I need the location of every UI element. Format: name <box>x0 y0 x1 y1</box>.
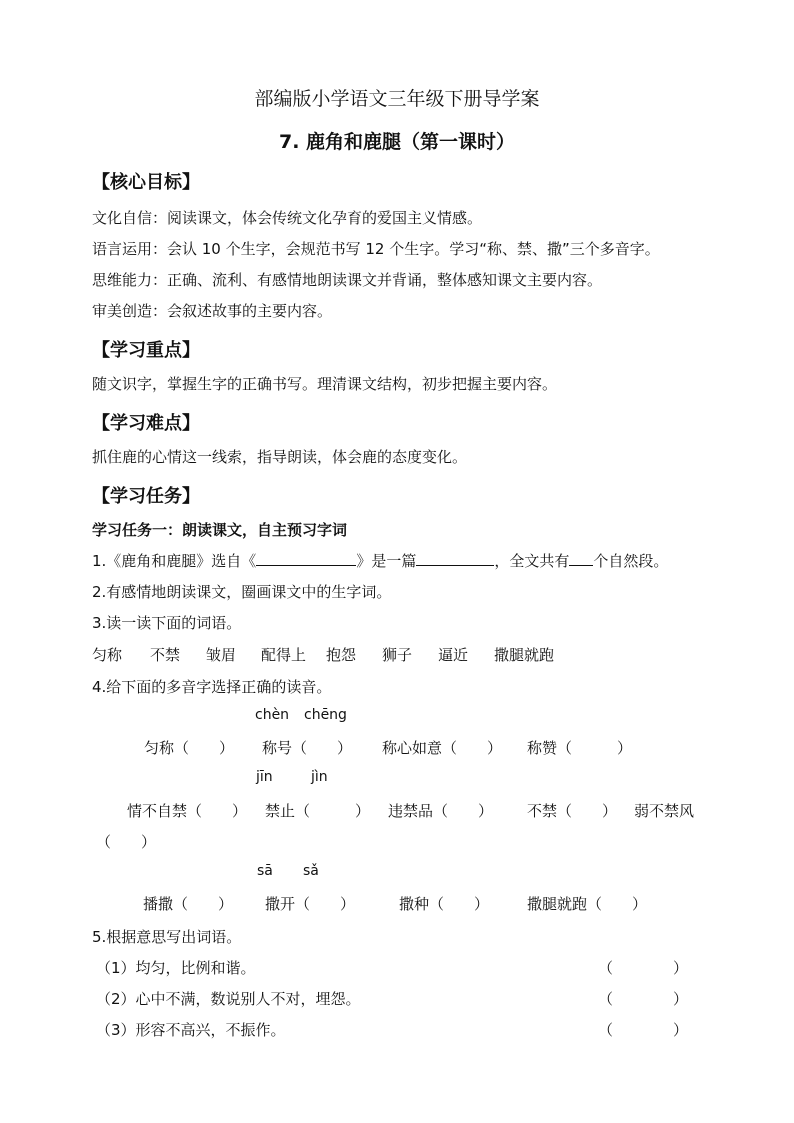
focus-text: 随文识字，掌握生字的正确书写。理清课文结构，初步把握主要内容。 <box>92 375 558 393</box>
question-4: 4.给下面的多音字选择正确的读音。 <box>92 678 332 696</box>
difficulty-text: 抓住鹿的心情这一线索，指导朗读，体会鹿的态度变化。 <box>92 448 468 466</box>
word-item: 不禁 <box>150 646 181 664</box>
pinyin-sa3: sǎ <box>303 863 319 879</box>
cheng-option[interactable]: 匀称（ ） <box>144 739 235 757</box>
word-item: 配得上 <box>261 646 307 664</box>
goal-thinking: 思维能力：正确、流利、有感情地朗读课文并背诵，整体感知课文主要内容。 <box>92 271 603 289</box>
pinyin-jin1: jīn <box>256 769 273 785</box>
section-core-goals: 【核心目标】 <box>92 172 200 193</box>
q5-answer-slot[interactable]: （ ） <box>598 1021 689 1039</box>
goal-aesthetic: 审美创造：会叙述故事的主要内容。 <box>92 302 333 320</box>
section-difficulty: 【学习难点】 <box>92 413 200 434</box>
goal-language: 语言运用：会认 10 个生字，会规范书写 12 个生字。学习“称、禁、撒”三个多音字。 <box>92 240 660 258</box>
cheng-option[interactable]: 称赞（ ） <box>527 739 633 757</box>
sa-option[interactable]: 撒种（ ） <box>399 895 490 913</box>
pinyin-cheng: chēng <box>304 707 347 723</box>
question-5: 5.根据意思写出词语。 <box>92 928 242 946</box>
q1-text-a: 1.《鹿角和鹿腿》选自《 <box>92 552 257 570</box>
sa-option[interactable]: 撒开（ ） <box>265 895 356 913</box>
cheng-option[interactable]: 称心如意（ ） <box>382 739 503 757</box>
cheng-option[interactable]: 称号（ ） <box>262 739 353 757</box>
section-focus: 【学习重点】 <box>92 340 200 361</box>
question-3: 3.读一读下面的词语。 <box>92 614 242 632</box>
pinyin-jin4: jìn <box>311 769 328 785</box>
jin-option[interactable]: 不禁（ ） <box>527 802 618 820</box>
pinyin-chen: chèn <box>255 707 290 723</box>
q5-item-text: （1）均匀，比例和谐。 <box>96 959 256 977</box>
lesson-title: 7. 鹿角和鹿腿（第一课时） <box>278 131 516 153</box>
q5-item-text: （3）形容不高兴，不振作。 <box>96 1021 286 1039</box>
jin-option[interactable]: 禁止（ ） <box>265 802 371 820</box>
q1-blank-source[interactable] <box>256 550 356 566</box>
q5-item-text: （2）心中不满，数说别人不对，埋怨。 <box>96 990 361 1008</box>
jin-option[interactable]: 违禁品（ ） <box>388 802 494 820</box>
q1-text-d: 个自然段。 <box>593 552 669 570</box>
q5-answer-slot[interactable]: （ ） <box>598 959 689 977</box>
jin-option-tail[interactable]: （ ） <box>96 833 157 851</box>
sa-option[interactable]: 撒腿就跑（ ） <box>527 895 648 913</box>
word-item: 狮子 <box>382 646 413 664</box>
word-item: 匀称 <box>92 646 123 664</box>
q1-blank-genre[interactable] <box>416 550 494 566</box>
pinyin-sa1: sā <box>257 863 273 879</box>
task1-heading: 学习任务一：朗读课文，自主预习字词 <box>92 521 348 539</box>
q1-blank-count[interactable] <box>569 550 593 566</box>
jin-option[interactable]: 情不自禁（ ） <box>127 802 248 820</box>
q1-text-c: ，全文共有 <box>494 552 570 570</box>
q1-text-b: 》是一篇 <box>356 552 417 570</box>
word-item: 抱怨 <box>326 646 357 664</box>
jin-option-word: 弱不禁风 <box>634 802 695 820</box>
q5-answer-slot[interactable]: （ ） <box>598 990 689 1008</box>
word-item: 皱眉 <box>206 646 237 664</box>
section-tasks: 【学习任务】 <box>92 486 200 507</box>
question-2: 2.有感情地朗读课文，圈画课文中的生字词。 <box>92 583 392 601</box>
word-list <box>0 644 794 664</box>
word-item: 逼近 <box>438 646 469 664</box>
question-1 <box>92 550 668 571</box>
page-title: 部编版小学语文三年级下册导学案 <box>254 88 540 110</box>
sa-option[interactable]: 播撒（ ） <box>143 895 234 913</box>
word-item: 撒腿就跑 <box>494 646 555 664</box>
goal-culture: 文化自信：阅读课文，体会传统文化孕育的爱国主义情感。 <box>92 209 483 227</box>
